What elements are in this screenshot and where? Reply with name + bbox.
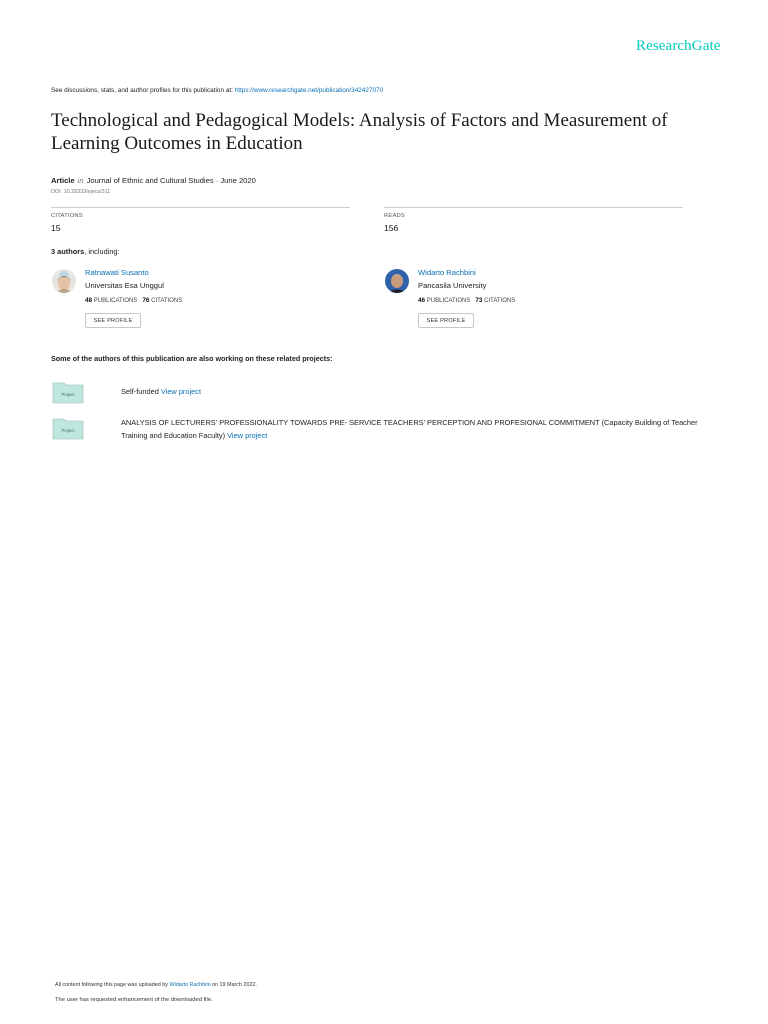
see-profile-button[interactable]: SEE PROFILE xyxy=(85,313,141,328)
upload-prefix: All content following this page was uploaded by xyxy=(55,982,168,988)
author-publications-count: 48 xyxy=(85,297,93,304)
publications-label: PUBLICATIONS xyxy=(426,298,471,304)
publication-title: Technological and Pedagogical Models: Analysis of Factors and Measurement of Learning Outcomes in Education xyxy=(51,110,668,154)
project-folder-icon xyxy=(52,380,84,404)
authors-intro xyxy=(51,247,120,256)
author-stats xyxy=(418,297,515,304)
avatar[interactable] xyxy=(52,269,76,293)
authors-suffix: , including: xyxy=(84,247,120,256)
author-name-link[interactable]: Widarto Rachbini xyxy=(418,268,476,277)
upload-note xyxy=(55,982,257,988)
reads-value: 156 xyxy=(384,223,399,233)
project-text: Self-funded xyxy=(121,387,159,396)
citations-label: CITATIONS xyxy=(51,213,83,219)
citations-divider xyxy=(51,207,350,208)
author-name-link[interactable]: Ratnawati Susanto xyxy=(85,268,149,277)
uploader-link[interactable]: Widarto Rachbini xyxy=(169,982,211,988)
discussion-prefix: See discussions, stats, and author profiles for this publication at: xyxy=(51,87,235,94)
author-publications-count: 46 xyxy=(418,297,426,304)
citations-label: CITATIONS xyxy=(484,298,516,304)
researchgate-logo[interactable]: ResearchGate xyxy=(636,38,721,54)
author-citations-count: 76 xyxy=(142,297,150,304)
enhancement-note: The user has requested enhancement of the downloaded file. xyxy=(55,997,213,1003)
author-citations-count: 73 xyxy=(475,297,483,304)
project-folder-icon xyxy=(52,416,84,440)
project-item xyxy=(121,417,701,442)
publication-meta xyxy=(51,176,256,185)
publications-label: PUBLICATIONS xyxy=(93,298,138,304)
related-projects-heading: Some of the authors of this publication are also working on these related projects: xyxy=(51,354,333,363)
reads-label: READS xyxy=(384,213,405,219)
project-icon-label: Project xyxy=(61,392,75,397)
citations-label: CITATIONS xyxy=(151,298,183,304)
author-institution: Pancasila University xyxy=(418,281,487,290)
project-item xyxy=(121,386,701,399)
in-word: in xyxy=(77,176,84,185)
author-photo-icon xyxy=(385,269,409,293)
reads-divider xyxy=(384,207,683,208)
journal-date: Journal of Ethnic and Cultural Studies · June 2020 xyxy=(86,176,256,185)
publication-type: Article xyxy=(51,176,75,185)
author-stats xyxy=(85,297,182,304)
view-project-link[interactable]: View project xyxy=(227,430,268,440)
view-project-link[interactable]: View project xyxy=(160,387,201,396)
see-profile-button[interactable]: SEE PROFILE xyxy=(418,313,474,328)
author-photo-icon xyxy=(52,269,76,293)
upload-suffix: on 19 March 2022. xyxy=(212,982,257,988)
citations-value: 15 xyxy=(51,223,61,233)
project-text: ANALYSIS OF LECTURERS' PROFESSIONALITY TOWARDS PRE- SERVICE TEACHERS' PERCEPTION AND PROFESIONAL COMMITMENT (Capacity Building of Teacher Training and Education Faculty) xyxy=(121,418,698,440)
discussion-line xyxy=(51,87,383,94)
author-institution: Universitas Esa Unggul xyxy=(85,281,164,290)
avatar[interactable] xyxy=(385,269,409,293)
publication-url-link[interactable]: https://www.researchgate.net/publication/342427070 xyxy=(234,87,384,94)
authors-count: 3 authors xyxy=(51,247,85,256)
doi: DOI: 10.29333/ejecs/311 xyxy=(51,189,111,195)
project-icon-label: Project xyxy=(61,428,75,433)
